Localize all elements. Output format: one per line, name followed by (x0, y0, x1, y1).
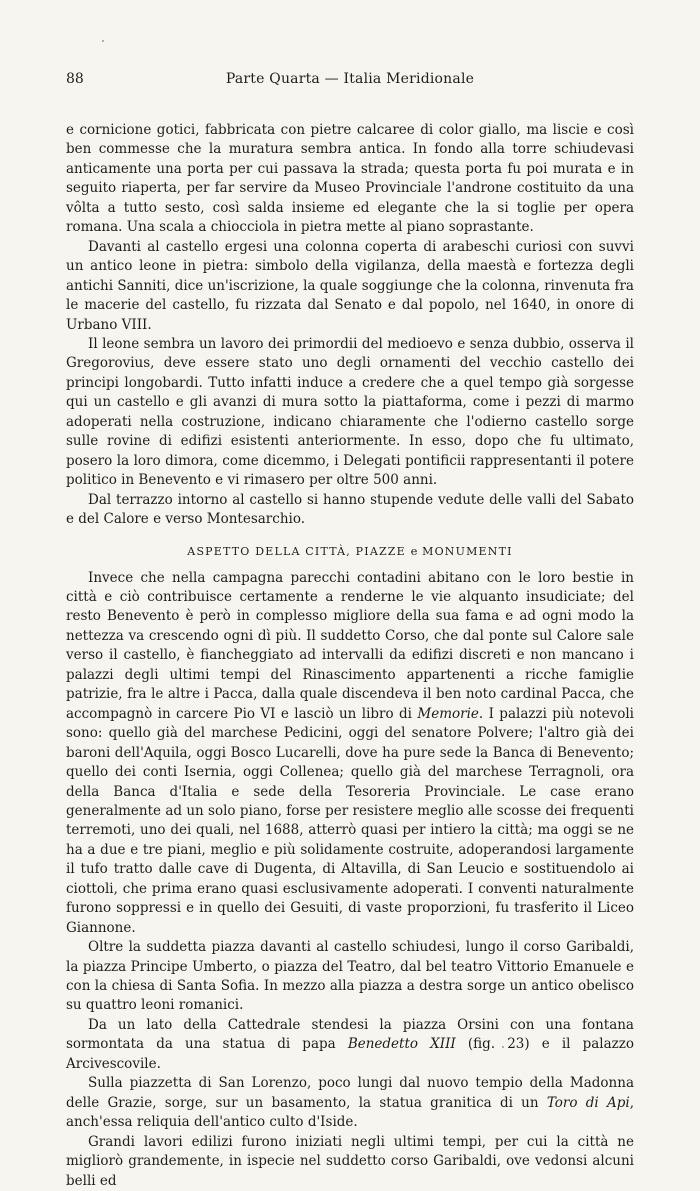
section-heading-part: MONUMENTI (422, 544, 513, 558)
paragraph (66, 1016, 634, 1074)
paragraph: Davanti al castello ergesi una colonna coperta di arabeschi curiosi con suvvi un antico leone in pietra: simbolo della vigilanza, della maestà e fortezza degli antichi Sanniti, dice un'iscrizione, la quale soggiunge che la colonna, rinvenuta fra le macerie del castello, fu rizzata dal Senato e dal popolo, nel 1640, in onore di Urbano VIII. (66, 238, 634, 333)
paragraph: e cornicione gotici, fabbricata con pietre calcaree di color giallo, ma liscie e così ben commesse che la muratura sembra antica. In fondo alla torre schiudevasi anticamente una porta per cui passava la strada; questa porta fu poi murata e in seguito riaperta, per far servire da Museo Provinciale l'androne costituito da una vôlta a tutto sesto, così salda insieme ed elegante che la si toglie per opera romana. Una scala a chiocciola in pietra mette al piano soprastante. (66, 122, 634, 236)
paragraph: Il leone sembra un lavoro dei primordii del medioevo e senza dubbio, osserva il Gregorovius, deve essere stato uno degli ornamenti del vecchio castello dei principi longobardi. Tutto infatti induce a credere che a quel tempo già sorgesse qui un castello e gli avanzi di mura sotto la piattaforma, come i pezzi di marmo adoperati nella costruzione, indicano chiaramente che l'odierno castello sorge sulle rovine di edifizi esistenti anteriormente. In esso, dopo che fu ultimato, posero la loro dimora, come dicemmo, i Delegati pontificii rappresentanti il potere politico in Benevento e vi rimasero per oltre 500 anni. (66, 335, 634, 489)
running-head: Parte Quarta — Italia Meridionale (225, 71, 475, 87)
paragraph-text: (fig. 23) e il palazzo Arcivescovile. (66, 1036, 635, 1072)
paragraph: Dal terrazzo intorno al castello si hanno stupende vedute delle valli del Sabato e del Calore e verso Montesarchio. (66, 491, 634, 528)
body-text (66, 121, 634, 1191)
paragraph (66, 569, 634, 939)
italic-name: Toro di Api (546, 1094, 630, 1111)
section-heading (66, 544, 634, 559)
paragraph-text: Da un lato della Cattedrale stendesi la piazza Orsini con una fontana sormontata da una statua di papa (66, 1016, 634, 1053)
paragraph-text: Invece che nella campagna parecchi contadini abitano con le loro bestie in città e ciò contribuisce certamente a renderne le vie alquanto insudiciate; del resto Benevento è però in complesso migliore della sua fama e ad ogni modo la nettezza va crescendo ogni dì più. Il suddetto Corso, che dal ponte sul Calore sale verso il castello, è fiancheggiato ad intervalli da edifizi discreti e non mancano i palazzi degli ultimi tempi del Rinascimento appartenenti a ricche famiglie patrizie, fra le altre i Pacca, dalla quale discendeva il ben noto cardinal Pacca, che accompagnò in carcere Pio VI e lasciò un libro di (66, 569, 634, 722)
italic-title: Memorie. (417, 705, 484, 722)
paper-speck (102, 40, 104, 42)
page-number: 88 (66, 71, 84, 87)
section-heading-part: ASPETTO DELLA CITTÀ, PIAZZE (187, 544, 406, 558)
paragraph-text: I palazzi più notevoli sono: quello già del marchese Pedicini, oggi del senatore Polvere; l'altro già dei baroni dell'Aquila, oggi Bosco Lucarelli, dove ha pure sede la Banca di Benevento; quello dei conti Isernia, oggi Collenea; quello già del marchese Terragnoli, ora della Banca d'Italia e sede della Tesoreria Provinciale. Le case erano generalmente ad un solo piano, forse per resistere meglio alle scosse dei frequenti terremoti, uno dei quali, nel 1688, atterrò quasi per intiero la città; ma oggi se ne ha a due e tre piani, meglio e più solidamente costruite, adoperandosi largamente il tufo tratto dalle cave di Dugenta, di Altavilla, di San Leucio e sostituendolo ai ciottoli, che prima erano quasi esclusivamente adoperati. I conventi naturalmente furono soppressi e in quello dei Gesuiti, di vaste proporzioni, fu trasferito il Liceo Giannone. (66, 705, 634, 936)
page-header (66, 70, 634, 92)
italic-name: Benedetto XIII (347, 1036, 456, 1053)
section-heading-conjunction: e (410, 543, 418, 558)
paragraph-text: , anch'essa reliquia dell'antico culto d'Iside. (66, 1094, 634, 1131)
paragraph (66, 1074, 634, 1132)
paragraph: Oltre la suddetta piazza davanti al castello schiudesi, lungo il corso Garibaldi, la piazza Principe Umberto, o piazza del Teatro, dal bel teatro Vittorio Emanuele e con la chiesa di Santa Sofia. In mezzo alla piazza a destra sorge un antico obelisco su quattro leoni romanici. (66, 939, 634, 1014)
paragraph: Grandi lavori edilizi furono iniziati negli ultimi tempi, per cui la città ne migliorò grandemente, in ispecie nel suddetto corso Garibaldi, ove vedonsi alcuni belli ed (66, 1133, 634, 1189)
paragraph-text: Sulla piazzetta di San Lorenzo, poco lungi dal nuovo tempio della Madonna delle Grazie, sorge, sur un basamento, la statua granitica di un (66, 1075, 634, 1111)
